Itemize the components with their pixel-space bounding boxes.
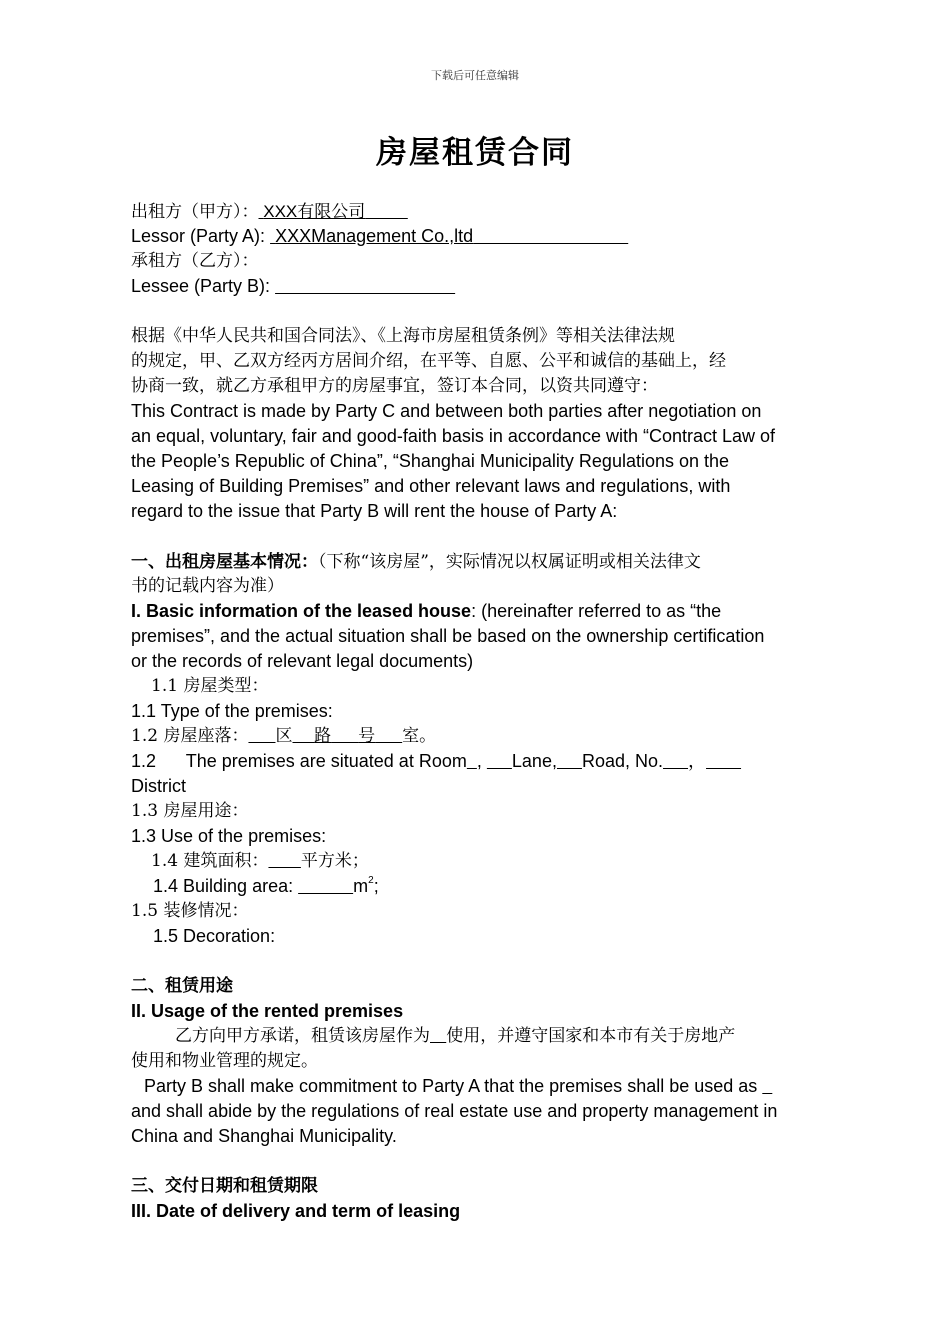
item-1-3-en: 1.3 Use of the premises: (131, 826, 327, 846)
lessee-en-line: Lessee (Party B): (131, 274, 831, 299)
item-1-1-en: 1.1 Type of the premises: (131, 701, 333, 721)
item-1-4-en: 1.4 Building area: $m^2$; (153, 875, 379, 896)
lessor-cn-value: XXX有限公司 (263, 202, 366, 221)
section1-cn-heading: 一、出租房屋基本情况：（下称“该房屋”，实际情况以权属证明或相关法律文 (131, 552, 701, 572)
lessor-en-line: Lessor (Party A): XXXManagement Co.,ltd (131, 226, 474, 246)
preamble-cn-line: 的规定，甲、乙双方经丙方居间介绍，在平等、自愿、公平和诚信的基础上，经 (131, 351, 726, 371)
lessee-cn-line: 承租方（乙方）： (131, 251, 259, 271)
section2-cn-line: 乙方向甲方承诺，租赁该房屋作为 使用，并遵守国家和本市有关于房地产 (175, 1026, 736, 1046)
section1-en-cont: or the records of relevant legal documents) (131, 651, 474, 671)
section2-cn-heading: 二、租赁用途 (131, 976, 233, 996)
item-1-5-en: 1.5 Decoration: (153, 926, 276, 946)
header-note: 下载后可任意编辑 (431, 69, 519, 82)
section1-en-cont: premises”, and the actual situation shall be based on the ownership certification (131, 626, 765, 646)
lessee-blank (275, 276, 455, 296)
item-1-1-cn: 1.1 房屋类型： (151, 676, 269, 696)
section1-cn-cont: 书的记载内容为准） (131, 576, 284, 596)
item-1-5-cn: 1.5 装修情况： (131, 901, 249, 921)
lessor-cn-line: 出租方（甲方）： XXX有限公司 (131, 202, 366, 222)
item-1-4-cn: 1.4 建筑面积： 平方米； (151, 851, 369, 871)
section2-cn-line: 使用和物业管理的规定。 (131, 1051, 318, 1071)
preamble-en-line: regard to the issue that Party B will rent the house of Party A: (131, 501, 618, 521)
document-title: 房屋租赁合同 (376, 135, 574, 171)
section3-cn-heading: 三、交付日期和租赁期限 (131, 1176, 318, 1196)
section2-en-line: and shall abide by the regulations of real estate use and property management in (131, 1101, 778, 1121)
section2-en-line: China and Shanghai Municipality. (131, 1126, 397, 1146)
section3-en-heading: III. Date of delivery and term of leasing (131, 1201, 461, 1221)
preamble-en-line: the People’s Republic of China”, “Shanghai Municipality Regulations on the (131, 451, 730, 471)
item-1-2-en-cont: District (131, 776, 186, 796)
section1-en-heading: I. Basic information of the leased house: (hereinafter referred to as “the (131, 601, 722, 621)
preamble-en-line: This Contract is made by Party C and between both parties after negotiation on (131, 401, 762, 421)
preamble-cn-line: 根据《中华人民共和国合同法》、《上海市房屋租赁条例》等相关法律法规 (131, 326, 675, 346)
section2-en-line: Party B shall make commitment to Party A that the premises shall be used as (144, 1076, 758, 1096)
preamble-cn-line: 协商一致，就乙方承租甲方的房屋事宜，签订本合同，以资共同遵守： (131, 376, 658, 396)
lessor-en-value: XXXManagement Co.,ltd (275, 226, 474, 246)
preamble-en-line: Leasing of Building Premises” and other relevant laws and regulations, with (131, 476, 731, 496)
contract-body (131, 199, 831, 1224)
preamble-en-line: an equal, voluntary, fair and good-faith basis in accordance with “Contract Law of (131, 426, 776, 446)
section2-en-heading: II. Usage of the rented premises (131, 1001, 404, 1021)
item-1-3-cn: 1.3 房屋用途： (131, 801, 249, 821)
item-1-2-en: 1.2 The premises are situated at Room , Lane, Road, No. ， (131, 751, 707, 771)
item-1-2-cn: 1.2 房屋座落： 区 路 号 室。 (131, 726, 437, 746)
